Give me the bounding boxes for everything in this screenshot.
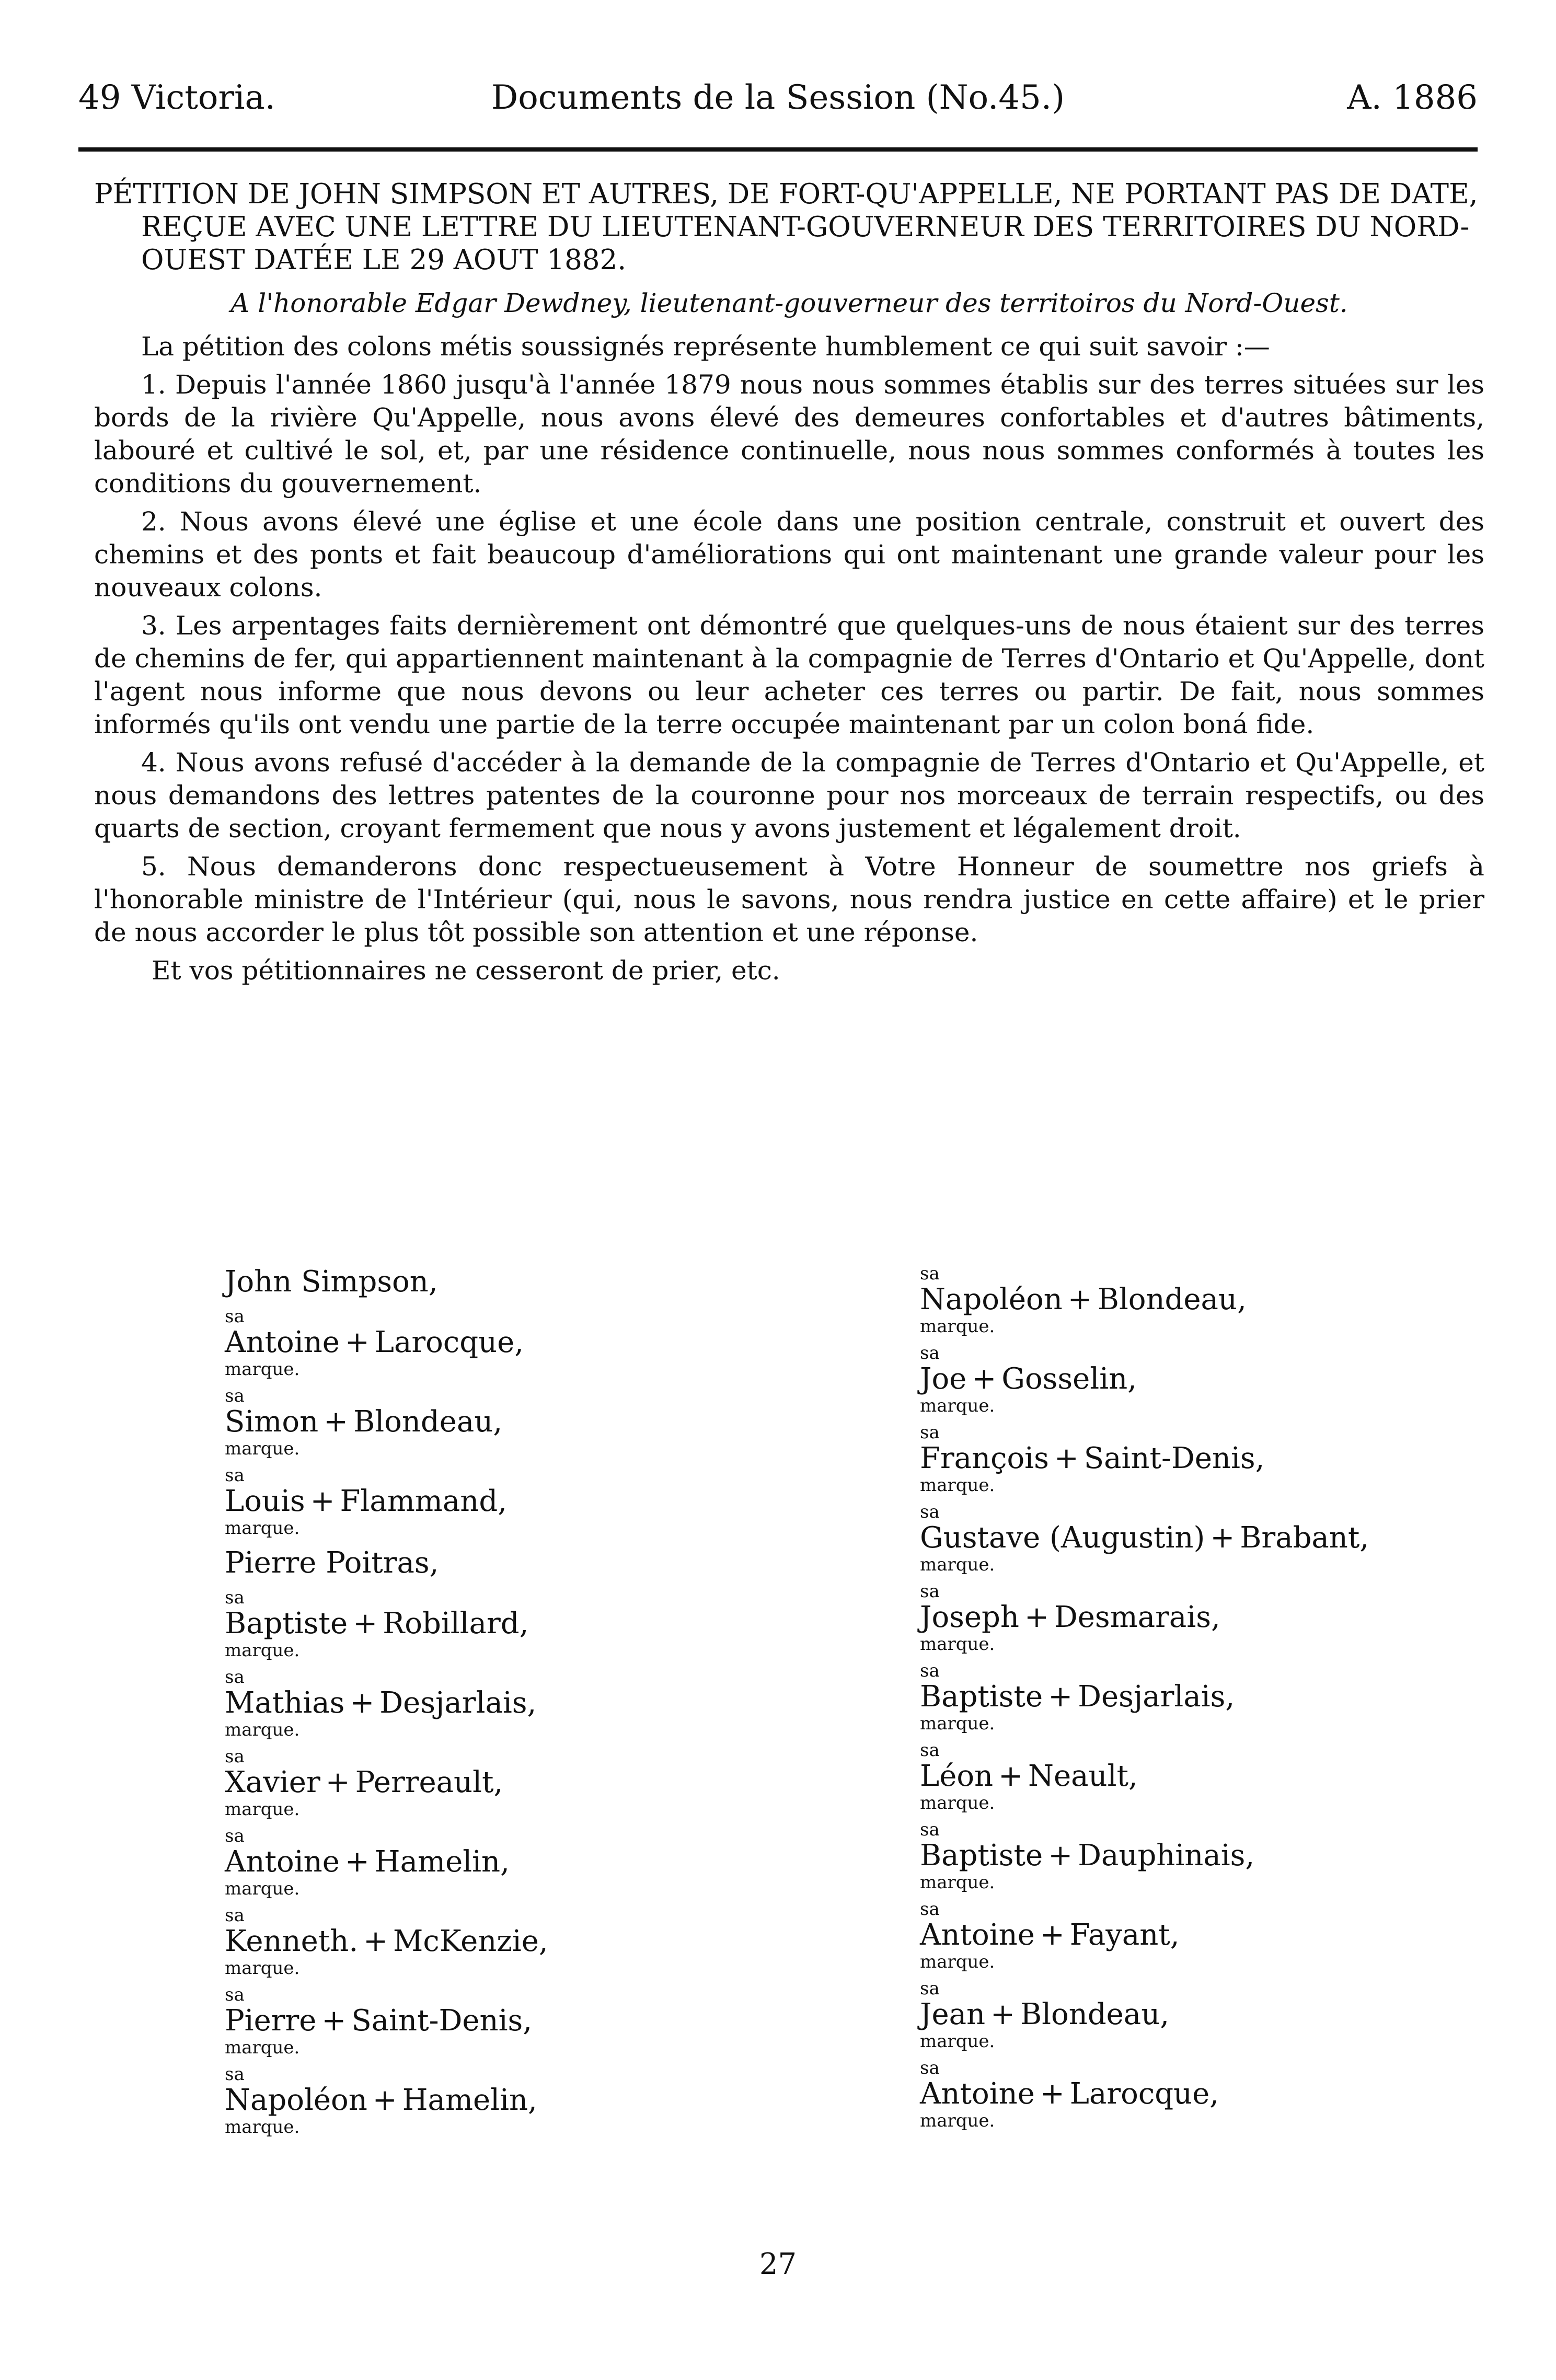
signature-sa-label: sa [225,1667,245,1688]
signature-entry [920,1900,1469,1971]
signature-sa-label: sa [920,1263,940,1284]
signature-cross-mark: + [1067,1283,1092,1316]
signature-mark-label: marque. [920,1316,995,1337]
signature-name [920,1839,1469,1873]
signature-name [920,1680,1469,1714]
signature-last-name: Hamelin, [374,1845,510,1879]
signature-cross-mark: + [990,1997,1015,2031]
signature-entry [225,1308,695,1379]
signature-mark-label: marque. [225,1640,300,1661]
signature-first-name: Antoine [225,1325,340,1359]
signature-name [920,1283,1469,1317]
signature-first-name: Kenneth. [225,1924,359,1958]
signature-entry [920,1503,1469,1574]
signature-mark-label: marque. [920,2031,995,2052]
signature-entry [920,1662,1469,1733]
paragraph-2: 2. Nous avons élevé une église et une école dans une position centrale, construit et ouvert des chemins et des ponts et fait beaucoup d'améliorations qui ont maintenant une grande valeur pour les nouveaux colons. [94,506,1484,603]
signature-last-name: Blondeau, [1097,1283,1247,1316]
signature-last-name: Robillard, [383,1607,529,1640]
signature-entry [920,1980,1469,2051]
signature-mark-label: marque. [225,1799,300,1820]
signature-cross-mark: + [1048,1839,1073,1873]
signature-name [920,1362,1469,1396]
signature-first-name: Antoine [920,2077,1035,2111]
signature-entry [225,1589,695,1660]
signature-first-name: Xavier [225,1765,320,1799]
signature-mark-label: marque. [225,2037,300,2058]
signature-first-name: Baptiste [920,1839,1043,1873]
signature-last-name: Neault, [1028,1759,1138,1793]
signature-entry [225,1748,695,1819]
signature-name [225,2004,695,2038]
signature-last-name: Blondeau, [1020,1997,1170,2031]
signature-first-name: John Simpson, [225,1265,438,1299]
signature-first-name: Mathias [225,1686,345,1720]
header-year: A. 1886 [1347,78,1478,117]
signature-first-name: Pierre [225,2004,317,2038]
signature-entry [225,2065,695,2136]
signature-first-name: Baptiste [225,1607,348,1640]
signature-mark-label: marque. [225,1438,300,1459]
signature-last-name: Hamelin, [402,2083,537,2117]
signature-mark-label: marque. [225,2117,300,2138]
signature-entry [920,1741,1469,1812]
signature-sa-label: sa [920,1581,940,1602]
signature-last-name: Fayant, [1069,1918,1180,1952]
signature-sa-label: sa [920,1819,940,1840]
signature-sa-label: sa [920,2058,940,2078]
signature-last-name: Larocque, [1069,2077,1219,2111]
signature-name [920,1918,1469,1952]
signature-entry [225,1546,695,1580]
signature-name [225,2083,695,2118]
signature-first-name: Pierre Poitras, [225,1546,439,1580]
signature-sa-label: sa [225,1465,245,1486]
signature-entry [225,1466,695,1538]
signature-sa-label: sa [225,1826,245,1846]
signature-last-name: Larocque, [374,1325,524,1359]
signature-first-name: Antoine [920,1918,1035,1952]
signature-entry [920,1344,1469,1415]
signature-name [225,1765,695,1800]
signature-last-name: Saint-Denis, [351,2004,533,2038]
signature-mark-label: marque. [920,2110,995,2131]
paragraph-1: 1. Depuis l'année 1860 jusqu'à l'année 1879 nous nous sommes établis sur des terres situées sur les bords de la rivière Qu'Appelle, nous avons élevé des demeures confortables et d'autres bâtiments, labouré et cultivé le sol, et, par une résidence continuelle, nous nous sommes conformés à toutes les conditions du gouvernement. [94,369,1484,499]
signature-cross-mark: + [324,1405,349,1439]
signature-cross-mark: + [350,1686,375,1720]
signature-first-name: Gustave (Augustin) [920,1521,1205,1555]
header-rule [78,147,1478,152]
signature-sa-label: sa [225,1746,245,1767]
signature-mark-label: marque. [225,1878,300,1899]
signature-mark-label: marque. [920,1951,995,1972]
signature-first-name: Napoléon [225,2083,367,2117]
signature-last-name: Perreault, [355,1765,503,1799]
signature-name [225,1607,695,1641]
signature-first-name: Joe [920,1362,967,1396]
signature-cross-mark: + [1054,1441,1079,1475]
signature-last-name: Brabant, [1240,1521,1369,1555]
signature-first-name: Antoine [225,1845,340,1879]
signature-cross-mark: + [344,1845,370,1879]
signature-mark-label: marque. [920,1475,995,1496]
signature-mark-label: marque. [920,1395,995,1416]
signature-entry [225,1827,695,1898]
document-body [94,178,1484,998]
signature-entry [920,1582,1469,1654]
signature-last-name: Dauphinais, [1078,1839,1255,1873]
signature-cross-mark: + [1048,1680,1073,1714]
header-volume: 49 Victoria. [78,78,275,117]
signature-entry [225,1907,695,1978]
closing-line: Et vos pétitionnaires ne cesseront de prier, etc. [152,955,780,986]
signature-last-name: Desmarais, [1054,1600,1220,1634]
signature-cross-mark: + [353,1607,378,1640]
signature-name [225,1325,695,1360]
signature-cross-mark: + [972,1362,997,1396]
signature-name [225,1405,695,1439]
signatures-left-column [225,1265,695,2145]
signature-cross-mark: + [363,1924,388,1958]
signature-sa-label: sa [225,1306,245,1327]
signatures-right-column [920,1265,1469,2139]
signature-sa-label: sa [920,1501,940,1522]
signature-name [225,1845,695,1879]
signature-sa-label: sa [225,1587,245,1608]
page-number: 27 [759,2247,797,2281]
signature-sa-label: sa [225,2064,245,2085]
header-title: Documents de la Session (No.45.) [491,78,1065,117]
signature-last-name: Flammand, [340,1484,508,1518]
signature-name [225,1265,695,1299]
signature-mark-label: marque. [920,1872,995,1893]
signature-name [920,1600,1469,1635]
signature-sa-label: sa [920,1740,940,1761]
page-header [78,78,1478,131]
signature-entry [920,1265,1469,1336]
signature-first-name: Léon [920,1759,994,1793]
signature-name [920,1441,1469,1476]
signature-name [920,1759,1469,1794]
signature-name [920,2077,1469,2111]
signature-entry [920,2059,1469,2130]
signature-last-name: McKenzie, [393,1924,548,1958]
signature-cross-mark: + [325,1765,350,1799]
signature-name [920,1521,1469,1555]
signature-first-name: Simon [225,1405,319,1439]
signature-last-name: Desjarlais, [1078,1680,1235,1714]
signature-mark-label: marque. [225,1958,300,1979]
signature-last-name: Saint-Denis, [1084,1441,1265,1475]
paragraph-3: 3. Les arpentages faits dernièrement ont démontré que quelques-uns de nous étaient sur des terres de chemins de fer, qui appartiennent maintenant à la compagnie de Terres d'Ontario et Qu'Appelle, dont l'agent nous informe que nous devons ou leur acheter ces terres ou partir. De fait, nous sommes informés qu'ils ont vendu une partie de la terre occupée maintenant par un colon boná fide. [94,610,1484,740]
signature-cross-mark: + [372,2083,397,2117]
signature-last-name: Gosselin, [1001,1362,1137,1396]
signature-cross-mark: + [310,1484,335,1518]
signature-name [225,1546,695,1580]
signature-name [225,1686,695,1720]
paragraph-5: 5. Nous demanderons donc respectueusement à Votre Honneur de soumettre nos griefs à l'honorable ministre de l'Intérieur (qui, nous le savons, nous rendra justice en cette affaire) et le prier de nous accorder le plus tôt possible son attention et une réponse. [94,851,1484,948]
signature-entry [225,1387,695,1458]
signature-cross-mark: + [1040,1918,1065,1952]
signature-name [225,1484,695,1519]
signature-sa-label: sa [225,1385,245,1406]
signature-mark-label: marque. [225,1719,300,1740]
signature-first-name: Louis [225,1484,305,1518]
signature-mark-label: marque. [920,1793,995,1813]
signature-mark-label: marque. [225,1518,300,1539]
signature-sa-label: sa [920,1899,940,1920]
signature-sa-label: sa [920,1978,940,1999]
petition-title: PÉTITION DE JOHN SIMPSON ET AUTRES, DE FORT-QU'APPELLE, NE PORTANT PAS DE DATE, REÇUE AVEC UNE LETTRE DU LIEUTENANT-GOUVERNEUR DES TERRITOIRES DU NORD-OUEST DATÉE LE 29 AOUT 1882. [94,178,1478,276]
signature-mark-label: marque. [920,1554,995,1575]
signature-cross-mark: + [1210,1521,1235,1555]
signature-sa-label: sa [920,1660,940,1681]
signature-last-name: Desjarlais, [379,1686,537,1720]
address-line: A l'honorable Edgar Dewdney, lieutenant-gouverneur des territoiros du Nord-Ouest. [230,288,1348,318]
signature-sa-label: sa [920,1422,940,1443]
signature-name [225,1924,695,1959]
signature-last-name: Blondeau, [353,1405,503,1439]
signature-sa-label: sa [920,1343,940,1364]
signature-mark-label: marque. [920,1634,995,1655]
signature-first-name: Napoléon [920,1283,1063,1316]
signature-cross-mark: + [1040,2077,1065,2111]
signature-name [920,1997,1469,2032]
signature-entry [225,1265,695,1299]
signature-cross-mark: + [1024,1600,1049,1634]
signature-mark-label: marque. [225,1359,300,1380]
signature-first-name: François [920,1441,1049,1475]
signature-cross-mark: + [344,1325,370,1359]
signature-entry [225,1986,695,2057]
signature-first-name: Jean [920,1997,986,2031]
signature-mark-label: marque. [920,1713,995,1734]
signature-first-name: Baptiste [920,1680,1043,1714]
signature-sa-label: sa [225,1905,245,1926]
signature-sa-label: sa [225,1984,245,2005]
signature-cross-mark: + [998,1759,1023,1793]
signature-entry [920,1821,1469,1892]
signature-entry [225,1668,695,1739]
signature-cross-mark: + [321,2004,347,2038]
paragraph-intro: La pétition des colons métis soussignés représente humblement ce qui suit savoir :— [141,331,1270,362]
signature-first-name: Joseph [920,1600,1019,1634]
paragraph-4: 4. Nous avons refusé d'accéder à la demande de la compagnie de Terres d'Ontario et Qu'Appelle, et nous demandons des lettres patentes de la couronne pour nos morceaux de terrain respectifs, ou des quarts de section, croyant fermement que nous y avons justement et légalement droit. [94,747,1484,844]
signature-entry [920,1424,1469,1495]
